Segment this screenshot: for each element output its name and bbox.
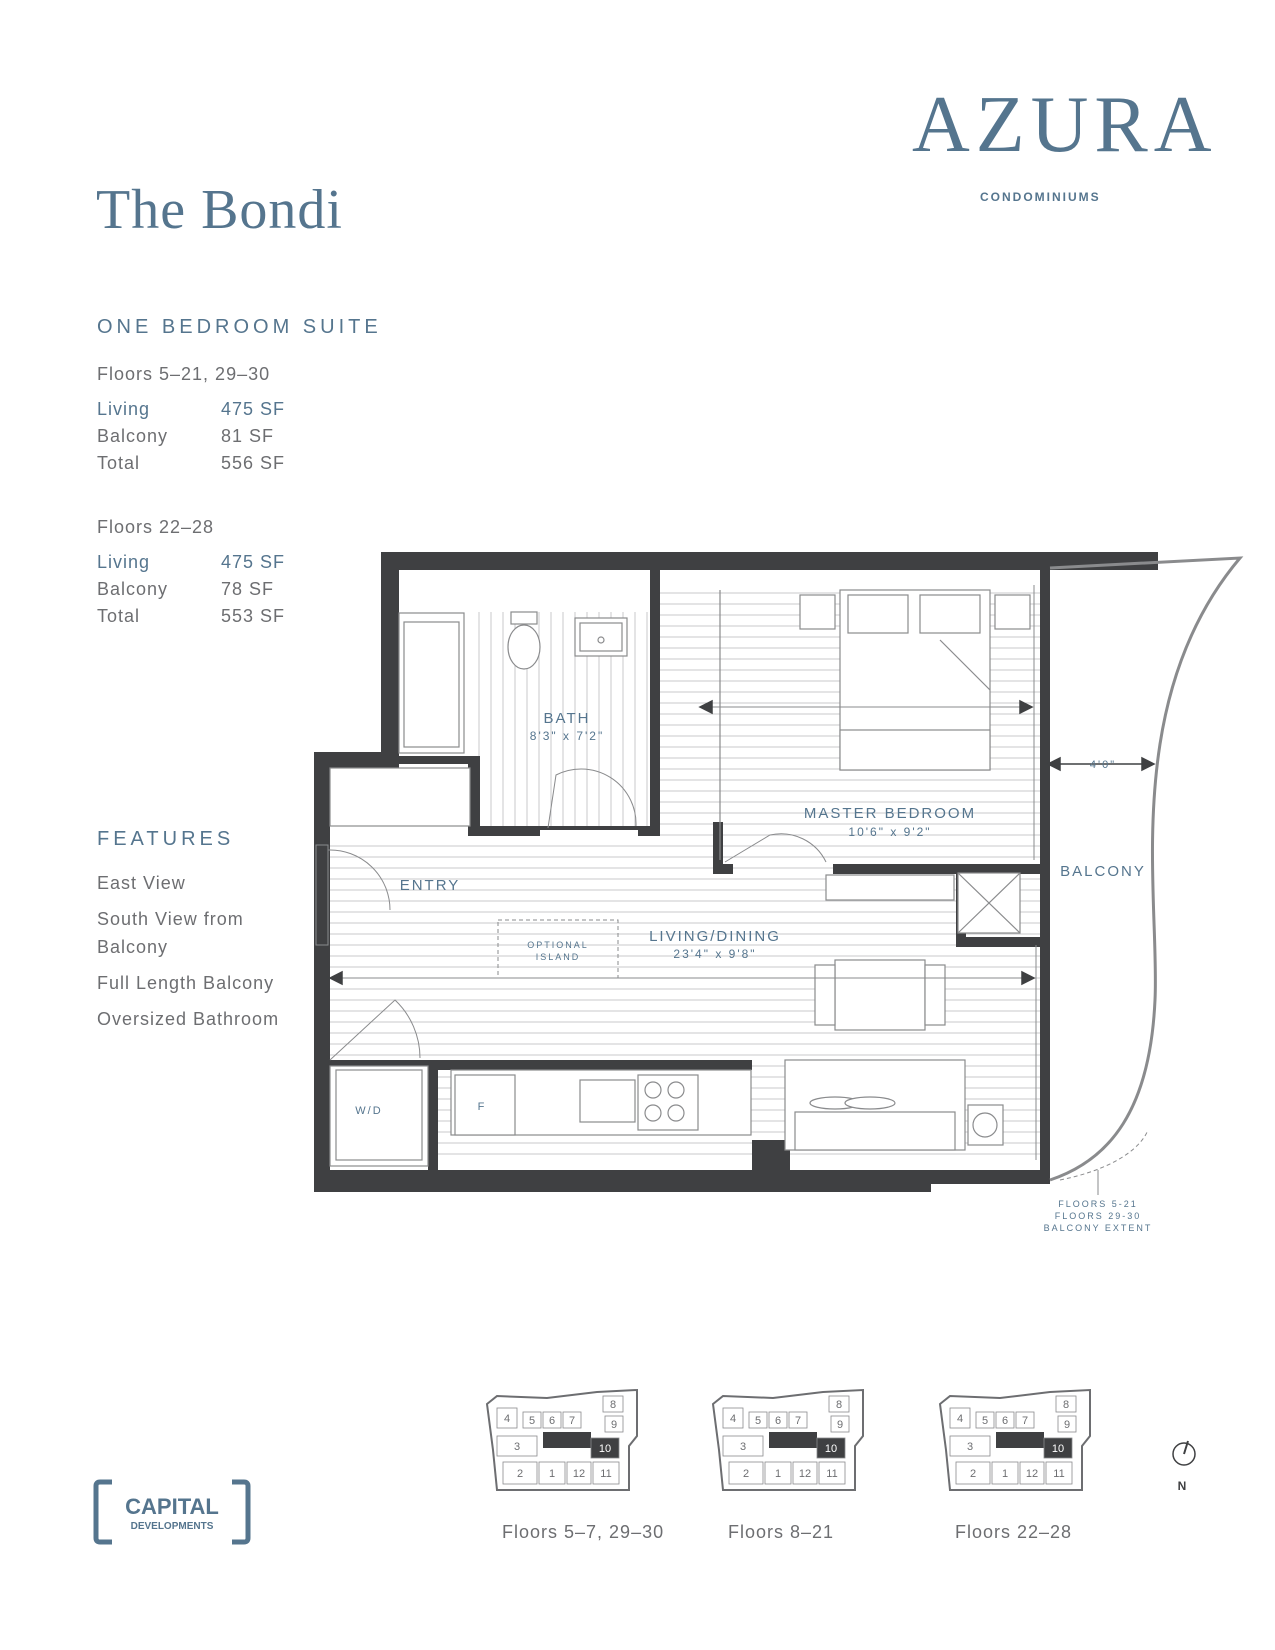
fridge-label: F [477, 1101, 487, 1113]
suite-type: ONE BEDROOM SUITE [97, 316, 382, 338]
keyplan-unit-number: 5 [981, 1415, 989, 1427]
keyplan-unit-number: 12 [798, 1468, 812, 1480]
feature-item: Balcony [97, 937, 169, 957]
area-label: Balcony [97, 579, 169, 599]
keyplan-unit-number: 2 [742, 1468, 750, 1480]
keyplan [713, 1390, 863, 1490]
keyplan-unit-number: 1 [1001, 1468, 1009, 1480]
keyplan-unit-number: 10 [598, 1443, 612, 1455]
keyplan-unit-number: 4 [729, 1413, 737, 1425]
keyplan-unit-number: 11 [1053, 1468, 1065, 1480]
keyplan-unit-number: 4 [956, 1413, 964, 1425]
keyplan-unit-number: 6 [774, 1415, 782, 1427]
balcony-extent-line [1060, 1130, 1148, 1180]
balcony-dims: 4'0" [1089, 759, 1117, 771]
keyplan-unit-number: 7 [568, 1415, 576, 1427]
area-value: 556 SF [221, 453, 286, 473]
keyplan-unit-number: 10 [1051, 1443, 1065, 1455]
capital-developments-logo [96, 1482, 248, 1542]
keyplan-core [543, 1432, 591, 1448]
keyplan-unit-number: 1 [774, 1468, 782, 1480]
area-value: 553 SF [221, 606, 286, 626]
floors-label-2: Floors 22–28 [97, 517, 215, 537]
wd-label: W/D [355, 1105, 383, 1117]
balcony-note-2: FLOORS 29-30 [1054, 1211, 1142, 1221]
bath-dims: 8'3" x 7'2" [529, 729, 605, 743]
azura-logo: AZURA [912, 81, 1218, 169]
bedroom-dims: 10'6" x 9'2" [848, 825, 932, 839]
keyplan-unit-number: 7 [794, 1415, 802, 1427]
living-dims: 23'4" x 9'8" [673, 947, 757, 961]
keyplan-unit-number: 12 [1025, 1468, 1039, 1480]
balcony-note-3: BALCONY EXTENT [1043, 1223, 1153, 1233]
key-plans [487, 1390, 1090, 1490]
keyplan-unit-number: 9 [610, 1419, 618, 1431]
keyplan-unit-number: 3 [966, 1441, 974, 1453]
feature-item: Full Length Balcony [97, 973, 275, 993]
area-value: 475 SF [221, 399, 286, 419]
keyplan-core [769, 1432, 817, 1448]
area-label: Balcony [97, 426, 169, 446]
island-label-1: OPTIONAL [527, 940, 589, 950]
area-label: Living [97, 399, 151, 419]
balcony-label: BALCONY [1060, 863, 1146, 880]
keyplan-core [996, 1432, 1044, 1448]
area-value: 81 SF [221, 426, 275, 446]
azura-logo-subtitle: CONDOMINIUMS [980, 190, 1101, 204]
keyplan-unit-number: 6 [548, 1415, 556, 1427]
island-label-2: ISLAND [535, 952, 581, 962]
keyplan-label: Floors 5–7, 29–30 [502, 1522, 665, 1542]
feature-item: South View from [97, 909, 244, 929]
feature-item: East View [97, 873, 186, 893]
keyplan-unit-number: 8 [835, 1399, 843, 1411]
area-label: Total [97, 606, 141, 626]
capital-logo-line1: CAPITAL [125, 1494, 219, 1519]
keyplan-unit-number: 3 [513, 1441, 521, 1453]
bedroom-label: MASTER BEDROOM [803, 805, 977, 822]
balcony-note-1: FLOORS 5-21 [1058, 1199, 1138, 1209]
keyplan-unit-number: 12 [572, 1468, 586, 1480]
entry-label: ENTRY [399, 877, 461, 894]
floors-label-1: Floors 5–21, 29–30 [97, 364, 271, 384]
keyplan-unit-number: 11 [826, 1468, 838, 1480]
keyplan-label: Floors 8–21 [728, 1522, 835, 1542]
keyplan-unit-number: 7 [1021, 1415, 1029, 1427]
keyplan-unit-number: 1 [548, 1468, 556, 1480]
feature-item: Oversized Bathroom [97, 1009, 280, 1029]
suite-name: The Bondi [96, 179, 343, 241]
keyplan [940, 1390, 1090, 1490]
keyplan-unit-number: 2 [516, 1468, 524, 1480]
area-label: Living [97, 552, 151, 572]
area-value: 475 SF [221, 552, 286, 572]
area-value: 78 SF [221, 579, 275, 599]
features-heading: FEATURES [97, 828, 235, 850]
living-label: LIVING/DINING [649, 928, 781, 945]
keyplan [487, 1390, 637, 1490]
compass-icon [1173, 1441, 1195, 1493]
capital-logo-line2: DEVELOPMENTS [130, 1521, 214, 1532]
keyplan-unit-number: 3 [739, 1441, 747, 1453]
keyplan-unit-number: 9 [836, 1419, 844, 1431]
keyplan-label: Floors 22–28 [955, 1522, 1073, 1542]
keyplan-unit-number: 5 [528, 1415, 536, 1427]
compass-label: N [1177, 1479, 1187, 1493]
keyplan-unit-number: 4 [503, 1413, 511, 1425]
keyplan-unit-number: 5 [754, 1415, 762, 1427]
keyplan-unit-number: 11 [600, 1468, 612, 1480]
bath-label: BATH [543, 710, 591, 727]
keyplan-unit-number: 8 [1062, 1399, 1070, 1411]
keyplan-unit-number: 10 [824, 1443, 838, 1455]
keyplan-unit-number: 8 [609, 1399, 617, 1411]
keyplan-unit-number: 6 [1001, 1415, 1009, 1427]
keyplan-unit-number: 2 [969, 1468, 977, 1480]
keyplan-unit-number: 9 [1063, 1419, 1071, 1431]
area-label: Total [97, 453, 141, 473]
